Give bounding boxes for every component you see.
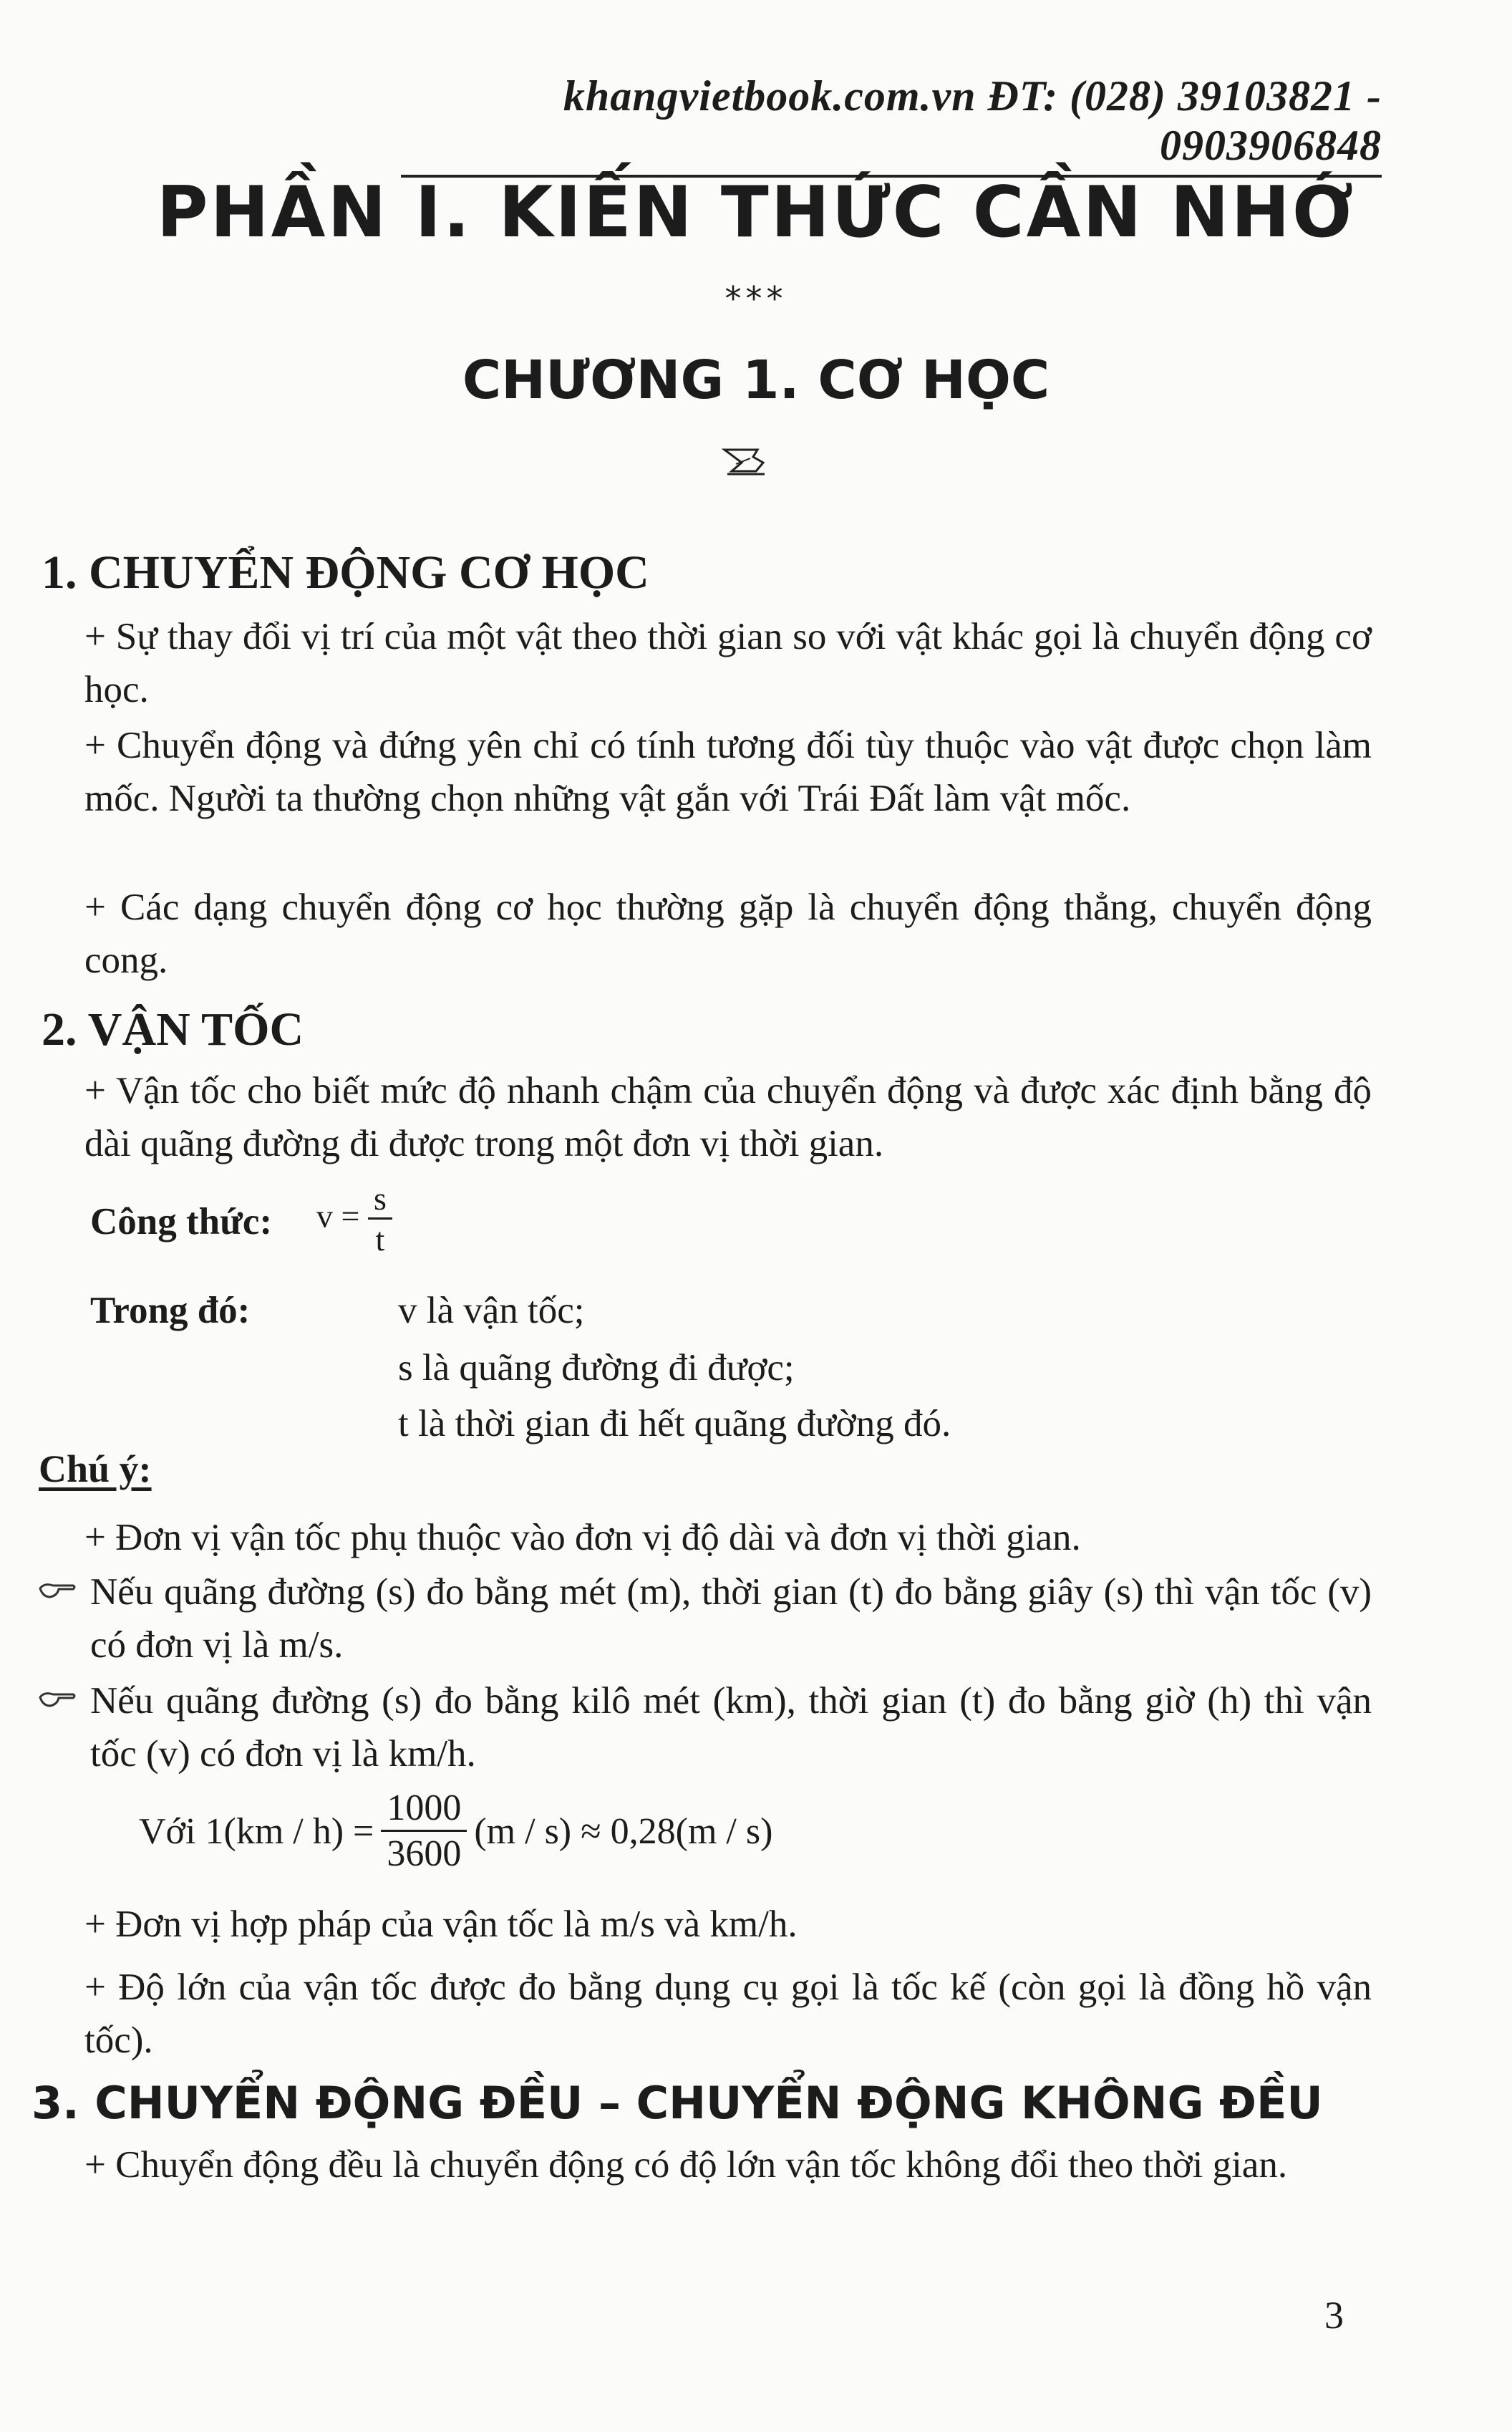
section-2-paragraph-1: + Vận tốc cho biết mức độ nhanh chậm của chuyển động và được xác định bằng độ dài quãng đường đi được trong một đơn vị thời gian. — [84, 1070, 1372, 1164]
section-1-paragraph-2: + Chuyển động và đứng yên chỉ có tính tương đối tùy thuộc vào vật được chọn làm mốc. Người ta thường chọn những vật gắn với Trái Đất làm vật mốc. — [84, 725, 1372, 819]
definition-line: t là thời gian đi hết quãng đường đó. — [398, 1403, 951, 1444]
section-3-paragraph-1: + Chuyển động đều là chuyển động có độ lớn vận tốc không đổi theo thời gian. — [84, 2144, 1288, 2186]
note-paragraph-4: + Đơn vị hợp pháp của vận tốc là m/s và km/h. — [84, 1903, 798, 1945]
where-label: Trong đó: — [90, 1290, 251, 1331]
pointing-hand-icon — [37, 1689, 77, 1710]
conversion-numerator: 1000 — [381, 1789, 467, 1832]
section-1-paragraph-1: + Sự thay đổi vị trí của một vật theo thời gian so với vật khác gọi là chuyển động cơ học. — [84, 616, 1372, 710]
pointing-hand-icon — [37, 1580, 77, 1601]
page-number: 3 — [1324, 2294, 1344, 2337]
formula-lhs: v = — [316, 1197, 360, 1235]
formula-fraction — [368, 1182, 392, 1258]
part-title: PHẦN I. KIẾN THỨC CẦN NHỚ — [156, 172, 1356, 254]
separator-stars: *** — [724, 279, 788, 318]
section-1-title: 1. CHUYỂN ĐỘNG CƠ HỌC — [42, 546, 649, 599]
note-title: Chú ý: — [39, 1447, 152, 1490]
definition-line: s là quãng đường đi được; — [398, 1347, 795, 1389]
note-paragraph-5: + Độ lớn của vận tốc được đo bằng dụng cụ gọi là tốc kế (còn gọi là đồng hồ vận tốc). — [84, 1967, 1372, 2061]
conversion-fraction — [381, 1789, 467, 1873]
formula-numerator: s — [368, 1182, 392, 1220]
section-2-title: 2. VẬN TỐC — [42, 1003, 304, 1056]
note-paragraph-1: + Đơn vị vận tốc phụ thuộc vào đơn vị độ dài và đơn vị thời gian. — [84, 1517, 1081, 1558]
chapter-title: CHƯƠNG 1. CƠ HỌC — [462, 349, 1050, 411]
conversion-denominator: 3600 — [387, 1833, 462, 1874]
formula-label: Công thức: — [90, 1201, 273, 1242]
writing-hand-icon — [722, 443, 767, 478]
definition-line: v là vận tốc; — [398, 1290, 585, 1331]
conversion-suffix: (m / s) ≈ 0,28(m / s) — [474, 1810, 773, 1852]
page-header: khangvietbook.com.vn ĐT: (028) 39103821 - 0903906848 — [401, 72, 1382, 178]
conversion-prefix: Với 1(km / h) = — [139, 1810, 374, 1852]
conversion-formula — [139, 1789, 772, 1873]
section-3-title: 3. CHUYỂN ĐỘNG ĐỀU – CHUYỂN ĐỘNG KHÔNG ĐỀU — [32, 2077, 1323, 2129]
formula-denominator: t — [375, 1221, 385, 1258]
note-paragraph-2: Nếu quãng đường (s) đo bằng mét (m), thời gian (t) đo bằng giây (s) thì vận tốc (v) có đơn vị là m/s. — [90, 1571, 1372, 1666]
velocity-formula — [316, 1182, 392, 1258]
section-1-paragraph-3: + Các dạng chuyển động cơ học thường gặp là chuyển động thẳng, chuyển động cong. — [84, 887, 1372, 981]
note-paragraph-3: Nếu quãng đường (s) đo bằng kilô mét (km), thời gian (t) đo bằng giờ (h) thì vận tốc (v) có đơn vị là km/h. — [90, 1680, 1372, 1775]
